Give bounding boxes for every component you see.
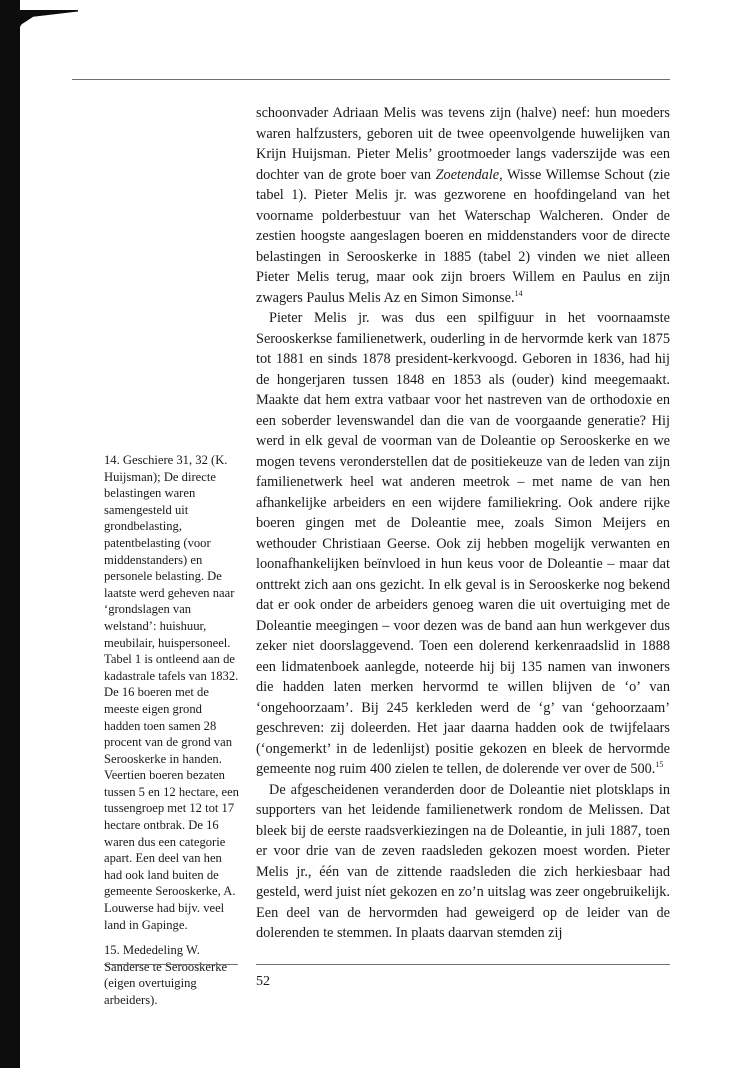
body-paragraph-3: De afgescheidenen veranderden door de Doleantie niet plotsklaps in supporters van het leidende familienetwerk rondom de Melissen. Dat bleek bij de eerste raadsverkiezingen na de Doleantie, in juli 1887, toen er voor drie van de zeven raadsleden gekozen moest worden. Pieter Melis jr., één van de zittende raadsleden die zich herkiesbaar had gesteld, werd juist níet gekozen en zo’n uitslag was zeer ongebruikelijk. Een deel van de hervormden had geweigerd op de leider van de dolerenden te stemmen. In plaats daarvan stemden zij [256, 781, 670, 941]
farm-name-emphasis: Zoetendale [435, 166, 500, 183]
page-number: 52 [256, 974, 270, 989]
body-paragraph-2-text: Pieter Melis jr. was dus een spilfiguur in het voornaamste Serooskerkse familienetwerk, ouderling in de hervormde kerk van 1875 tot 1881 en sinds 1878 president-kerkvoogd. Geboren in 1836, had hij de hongerjaren tussen 1848 en 1853 als (ouder) kind meegemaakt. Maakte dat hem extra vatbaar voor het nastreven van de orthodoxie en een soberder levenswandel dan die van de voorgaande generatie? Hij werd in elk geval de voorman van de Doleantie op Serooskerke en we mogen tevens veronderstellen dat de positiekeuze van de leden van zijn familienetwerk heel wat anderen meetrok – met name de van hen afhankelijke arbeiders en een wijdere familiekring. Ook andere rijke boeren gingen met de Doleantie mee, zoals Simon Meijers en wethouder Christiaan Geerse. Ook zij hebben mogelijk verwanten en loonafhankelijken beïnvloed in hun keus voor de Doleantie – maar dat onttrekt zich aan ons gezicht. In elk geval is in Serooskerke nog bekend dat er ook onder de arbeiders genoeg waren die uit overtuiging met de Doleantie meegingen – voor dezen was de band aan hun werkgever dus zeker niet doorslaggevend. Toen een dolerend kerkenraadslid in 1888 een lidmatenboek aanlegde, noteerde hij bij 135 namen van inwoners die hadden laten merken hervormd te willen blijven de ‘o’ van ‘ongehoorzaam’. Bij 245 kerkleden werd de ‘g’ van ‘gehoorzaam’ geschreven: zij doleerden. Het jaar daarna hadden ook de twijfelaars (‘ongemerkt’ in de ledenlijst) positie gekozen en bleek de hervormde gemeente nog ruim 400 zielen te tellen, de dolerende ver over de 500. [256, 310, 670, 777]
header-rule [72, 79, 670, 80]
footnote-ref-15: 15 [655, 760, 664, 770]
body-paragraph-1-text-b: , Wisse Willemse Schout (zie tabel 1). Pieter Melis jr. was gezworene en hoofdingeland van het voorname polderbestuur van het Waterschap Walcheren. Onder de zestien hoogste aangeslagen boeren en middenstanders voor de directe belastingen in Serooskerke in 1885 (tabel 2) vinden we niet alleen Pieter Melis terug, maar ook zijn broers Willem en Paulus en zijn zwagers Paulus Melis Az en Simon Simonse. [256, 166, 671, 306]
scan-shadow-corner [14, 10, 78, 36]
footnote-ref-14: 14 [514, 288, 523, 298]
footer-rule-left [104, 964, 238, 965]
scan-shadow-edge [0, 0, 20, 1068]
main-text-column [256, 103, 670, 944]
footnotes-column [104, 452, 240, 1018]
footnote-14: 14. Geschiere 31, 32 (K. Huijsman); De directe belastingen waren samengesteld uit grondbelasting, patentbelasting (voor middenstanders) en personele belasting. De laatste werd geheven naar ‘grondslagen van welstand’: huishuur, meubilair, huispersoneel. Tabel 1 is ontleend aan de kadastrale tafels van 1832. De 16 boeren met de meeste eigen grond hadden toen samen 28 procent van de grond van Serooskerke in handen. Veertien boeren bezaten tussen 5 en 12 hectare, een tussengroep met 12 tot 17 hectare ontbrak. De 16 waren dus een categorie apart. Een deel van hen had ook land buiten de gemeente Serooskerke, A. Louwerse had bijv. veel land in Gapinge. [104, 453, 239, 932]
body-paragraph-1-text-a: schoonvader Adriaan Melis was tevens zijn (halve) neef: hun moeders waren halfzusters, geboren uit de twee opeenvolgende huwelijken van Krijn Huijsman. Pieter Melis’ grootmoeder langs vaderszijde was een dochter van de grote boer van [256, 105, 670, 183]
body-paragraph-1 [256, 103, 670, 308]
body-paragraph-2 [256, 308, 670, 780]
footnote-15: 15. Mededeling W. Sanderse te Serooskerke (eigen overtuiging arbeiders). [104, 943, 228, 1007]
footer-rule-right [256, 964, 670, 965]
